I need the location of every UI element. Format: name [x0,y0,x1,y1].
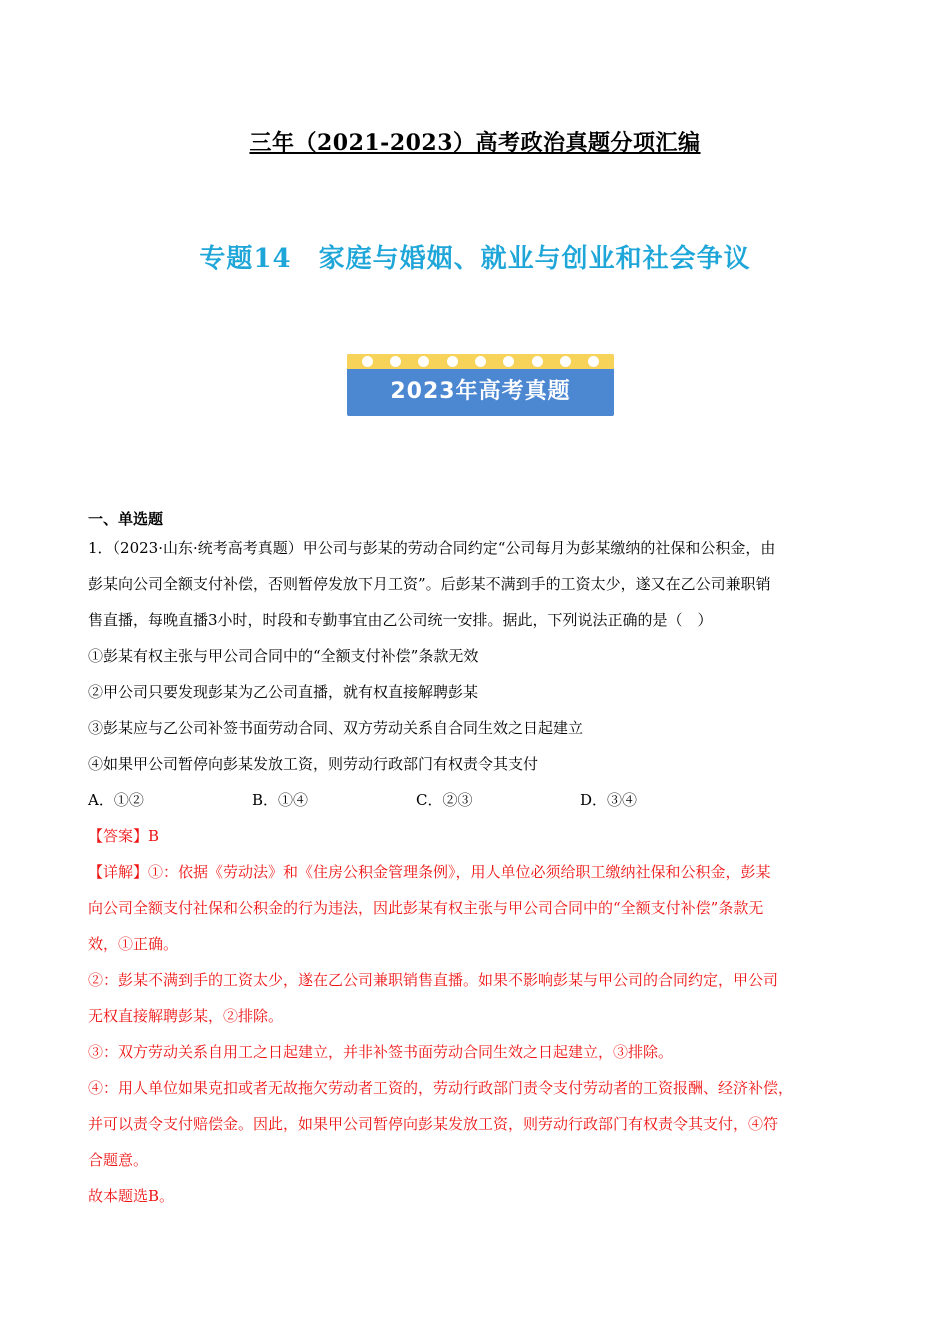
option-c: C．②③ [416,791,473,809]
banner-dot [390,356,401,367]
statement-item: ④如果甲公司暂停向彭某发放工资，则劳动行政部门有权责令其支付 [88,755,539,773]
banner-dot [475,356,486,367]
banner-dot [362,356,373,367]
explanation-line: 故本题选B。 [88,1187,175,1205]
explanation-line: 并可以责令支付赔偿金。因此，如果甲公司暂停向彭某发放工资，则劳动行政部门有权责令其支付，④符 [88,1115,779,1133]
statement-item: ②甲公司只要发现彭某为乙公司直播，就有权直接解聘彭某 [88,683,479,701]
statement-list [88,638,868,782]
answer-line: 【答案】B [88,827,160,845]
option-a: A．①② [88,791,144,809]
explanation-line: ②：彭某不满到手的工资太少，遂在乙公司兼职销售直播。如果不影响彭某与甲公司的合同约定，甲公司 [88,971,779,989]
explanation-line: 合题意。 [88,1151,149,1169]
explanation-line: 效，①正确。 [88,935,179,953]
option-b: B．①④ [252,791,309,809]
banner-dot [418,356,429,367]
explanation-line: 无权直接解聘彭某，②排除。 [88,1007,284,1025]
statement-item: ①彭某有权主张与甲公司合同中的“全额支付补偿”条款无效 [88,647,479,665]
explanation-line: 向公司全额支付社保和公积金的行为违法，因此彭某有权主张与甲公司合同中的“全额支付补偿”条款无 [88,899,764,917]
explanation-line: ④：用人单位如果克扣或者无故拖欠劳动者工资的，劳动行政部门责令支付劳动者的工资报酬、经济补偿， [88,1079,794,1097]
stem-line: 售直播，每晚直播3小时，时段和专勤事宜由乙公司统一安排。据此，下列说法正确的是（ ） [88,611,713,629]
banner-dot [447,356,458,367]
question-stem [88,530,868,638]
answer-options [88,782,868,818]
section-heading: 一、单选题 [88,510,164,528]
explanation-line: ③：双方劳动关系自用工之日起建立，并非补签书面劳动合同生效之日起建立，③排除。 [88,1043,674,1061]
banner-dot [560,356,571,367]
question-content [88,508,868,1214]
statement-item: ③彭某应与乙公司补签书面劳动合同、双方劳动关系自合同生效之日起建立 [88,719,584,737]
page-title: 三年（2021-2023）高考政治真题分项汇编 [249,130,701,156]
banner-dot [532,356,543,367]
banner-dot [503,356,514,367]
option-d: D．③④ [580,791,638,809]
banner-dot [588,356,599,367]
year-banner [347,354,614,416]
banner-dot-strip [347,354,614,369]
stem-line: 1．（2023·山东·统考高考真题）甲公司与彭某的劳动合同约定“公司每月为彭某缴纳的社保和公积金，由 [88,539,776,557]
stem-line: 彭某向公司全额支付补偿，否则暂停发放下月工资”。后彭某不满到手的工资太少，遂又在乙公司兼职销 [88,575,771,593]
explanation [88,854,868,1214]
banner-label: 2023年高考真题 [390,379,571,404]
explanation-line: 【详解】①：依据《劳动法》和《住房公积金管理条例》，用人单位必须给职工缴纳社保和公积金，彭某 [88,863,771,881]
topic-title: 专题14 家庭与婚姻、就业与创业和社会争议 [199,244,751,274]
